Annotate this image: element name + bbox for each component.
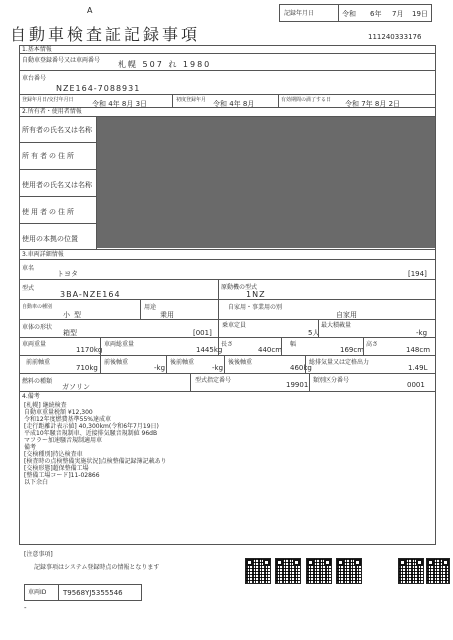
expiry-label: 有効期間の満了する日 [281, 97, 332, 103]
kind-value: 小型 [63, 311, 85, 319]
vehicle-id-value: T9568YJ5355546 [63, 589, 123, 597]
section-owner-heading: 2.所有者・使用者情報 [22, 108, 82, 115]
vehicle-weight-label: 車両重量 [22, 341, 47, 348]
max-load-value: -kg [416, 329, 428, 337]
remarks-line: [走行距離計表示値] 40,300km(令和6年7月19日) [24, 423, 159, 430]
classification-value: 0001 [407, 381, 425, 389]
vehicle-weight-value: 1170kg [76, 346, 103, 354]
base-location-label: 使用の本拠の位置 [22, 235, 78, 243]
remarks-block [24, 402, 167, 486]
qr-code-1 [245, 558, 271, 584]
engine-type-value: 1NZ [246, 290, 266, 299]
height-label: 高さ [366, 341, 379, 348]
qr-code-5 [398, 558, 424, 584]
fuel-type-value: ガソリン [62, 383, 90, 391]
remarks-line: 令和12年度燃費基準55%達成車 [24, 416, 111, 423]
remarks-line: [交検形態]超保整備工場 [24, 465, 89, 472]
type-designation-value: 19901 [286, 381, 309, 389]
type-designation-label: 型式指定番号 [195, 377, 232, 384]
user-name-label: 使用者の氏名又は名称 [22, 181, 92, 189]
capacity-label: 乗車定員 [222, 322, 247, 329]
expiry-value: 令和 7年 8月 2日 [345, 100, 401, 108]
front-rear-axle-label: 前後軸重 [104, 359, 129, 366]
registration-number-value: 札幌 507 れ 1980 [118, 60, 212, 69]
remarks-line: [検査時の点検整備実施状況]点検整備記録簿記載あり [24, 458, 167, 465]
width-label: 幅 [290, 341, 297, 348]
owner-address-label: 所有者の住所 [22, 152, 76, 160]
qr-code-2 [275, 558, 301, 584]
record-date-year: 6年 [370, 10, 382, 18]
remarks-line: 以下余白 [24, 479, 49, 486]
remarks-line: [交検種別]持込検査車 [24, 451, 83, 458]
displacement-value: 1.49L [408, 364, 428, 372]
remarks-line: [札幌] 継続検査 [24, 402, 67, 409]
qr-code-6 [426, 558, 450, 584]
engine-type-label: 原動機の型式 [221, 284, 258, 291]
registration-date-label: 登録年月日/交付年月日 [22, 97, 74, 103]
body-shape-value: 箱型 [63, 329, 77, 337]
maker-code: [194] [408, 270, 427, 278]
gross-weight-label: 車両総重量 [104, 341, 135, 348]
remarks-line: [整備工場コード]11-02866 [24, 472, 100, 479]
document-title: 自動車検査証記録事項 [10, 25, 201, 44]
maker-label: 車名 [22, 265, 35, 272]
registration-number-label: 自動車登録番号又は車両番号 [22, 57, 101, 64]
remarks-line: 自動車重量税額 ¥12,300 [24, 409, 93, 416]
remarks-line: 平成10年騒音規制車、近接排気騒音規制値 96dB [24, 430, 158, 437]
front-rear-axle-value: -kg [154, 364, 166, 372]
gross-weight-value: 1445kg [196, 346, 223, 354]
notes-text: 記録事項はシステム登録時点の情報となります [34, 564, 160, 571]
section-basic-heading: 1.基本情報 [22, 46, 52, 53]
qr-code-3 [306, 558, 332, 584]
rear-front-axle-value: -kg [212, 364, 224, 372]
body-shape-code: [001] [193, 329, 212, 337]
front-front-axle-value: 710kg [76, 364, 98, 372]
kind-label: 自動車の種別 [22, 304, 53, 310]
remarks-line: マフラー加速騒音規制適用車 [24, 437, 103, 444]
length-label: 長さ [221, 341, 234, 348]
record-date-month: 7月 [392, 10, 404, 18]
record-date-era: 令和 [342, 10, 356, 18]
body-shape-label: 車体の形状 [22, 324, 53, 331]
length-value: 440cm [258, 346, 283, 354]
model-value: 3BA-NZE164 [60, 290, 121, 299]
maker-value: トヨタ [57, 270, 78, 278]
record-date-day: 19日 [412, 10, 428, 18]
owner-name-label: 所有者の氏名又は名称 [22, 126, 92, 134]
user-address-label: 使用者の住所 [22, 208, 76, 216]
qr-code-4 [336, 558, 362, 584]
header-mark: A [87, 6, 93, 15]
front-front-axle-label: 前前軸重 [26, 359, 51, 366]
rear-rear-axle-label: 後後軸重 [228, 359, 253, 366]
use-value: 乗用 [160, 311, 174, 319]
footer-mark: - [24, 604, 27, 612]
rear-front-axle-label: 後前軸重 [170, 359, 195, 366]
remarks-line: 備考 [24, 444, 37, 451]
section-remarks-heading: 4.備考 [22, 393, 40, 400]
private-commercial-label: 自家用・事業用の別 [228, 304, 283, 311]
record-date-label: 記録年月日 [284, 10, 315, 17]
rear-rear-axle-value: 460kg [290, 364, 312, 372]
capacity-value: 5人 [308, 329, 320, 337]
width-value: 169cm [340, 346, 365, 354]
redacted-personal-info [97, 117, 435, 248]
notes-heading: [注意事項] [24, 551, 53, 558]
chassis-number-label: 車台番号 [22, 75, 47, 82]
use-label: 用途 [144, 304, 157, 311]
fuel-type-label: 燃料の種類 [22, 378, 53, 385]
height-value: 148cm [406, 346, 431, 354]
classification-label: 類別区分番号 [313, 377, 350, 384]
max-load-label: 最大積載量 [321, 322, 352, 329]
first-registration-label: 初度登録年月 [176, 97, 207, 103]
document-number: 111240333176 [368, 33, 422, 41]
section-vehicle-heading: 3.車両詳細情報 [22, 251, 64, 258]
vehicle-id-label: 車両ID [28, 589, 47, 596]
first-registration-value: 令和 4年 8月 [213, 100, 255, 108]
displacement-label: 総排気量又は定格出力 [309, 359, 370, 366]
private-commercial-value: 自家用 [336, 311, 357, 319]
chassis-number-value: NZE164-7088931 [56, 84, 141, 93]
registration-date-value: 令和 4年 8月 3日 [92, 100, 148, 108]
model-label: 型式 [22, 285, 35, 292]
